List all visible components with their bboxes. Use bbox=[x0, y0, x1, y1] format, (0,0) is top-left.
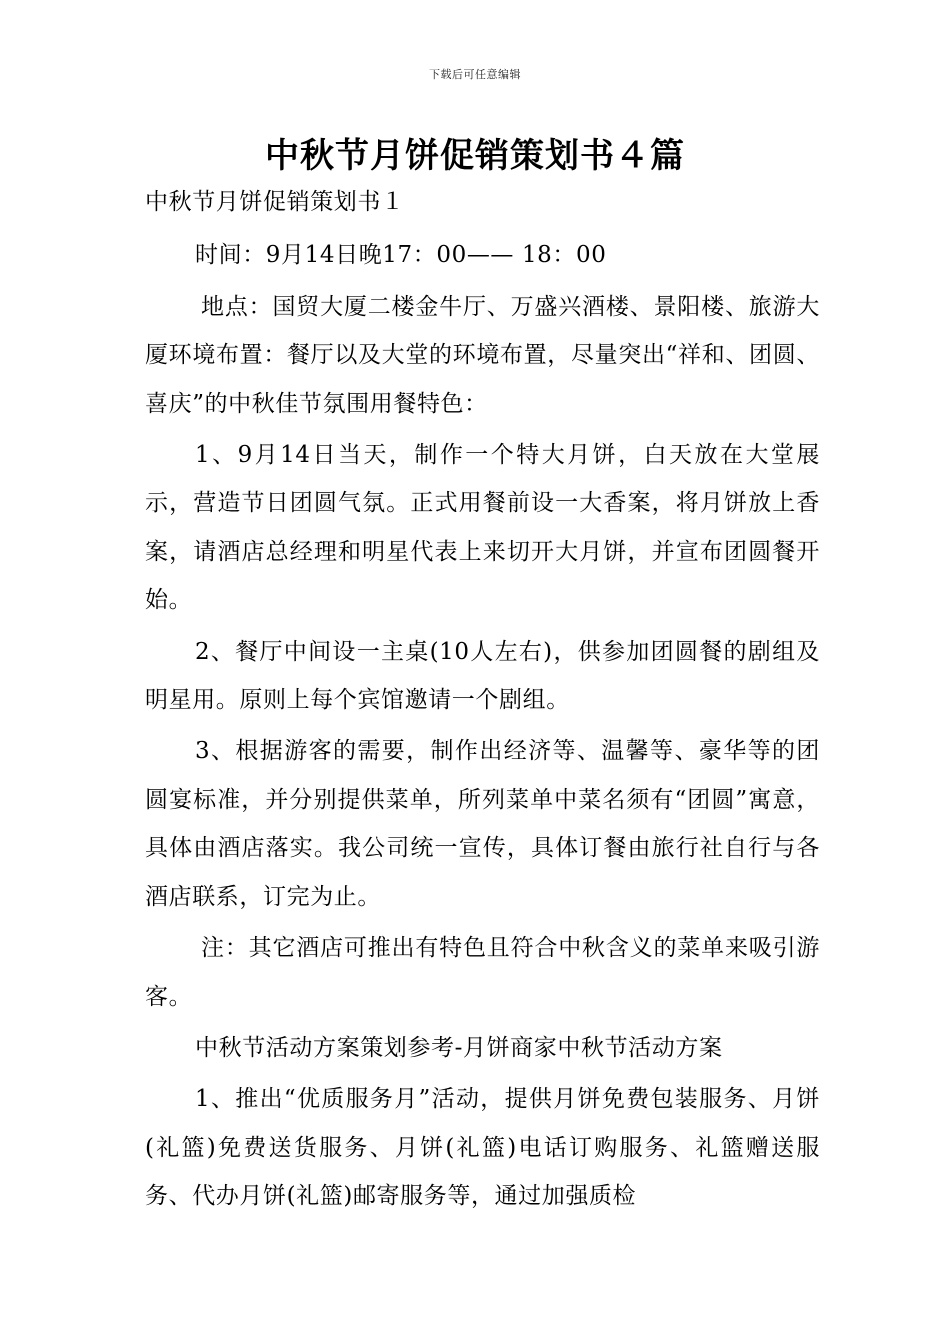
paragraph-subheading: 中秋节活动方案策划参考-月饼商家中秋节活动方案 bbox=[195, 1034, 723, 1061]
paragraph-note: 注：其它酒店可推出有特色且符合中秋含义的菜单来吸引游客。 bbox=[145, 935, 820, 1010]
paragraph-item-3: 3、根据游客的需要，制作出经济等、温馨等、豪华等的团圆宴标准，并分别提供菜单，所列菜单中菜名须有“团圆”寓意，具体由酒店落实。我公司统一宣传，具体订餐由旅行社自行与各酒店联系，订完为止。 bbox=[145, 738, 820, 910]
document-body bbox=[145, 178, 820, 1224]
document-title: 中秋节月饼促销策划书４篇 bbox=[265, 136, 685, 176]
paragraph-item-1: 1、9月14日当天，制作一个特大月饼，白天放在大堂展示，营造节日团圆气氛。正式用餐前设一大香案，将月饼放上香案，请酒店总经理和明星代表上来切开大月饼，并宣布团圆餐开始。 bbox=[145, 442, 820, 614]
section-heading: 中秋节月饼促销策划书１ bbox=[145, 189, 405, 215]
paragraph-time: 时间：9月14日晚17：00—— 18：00 bbox=[195, 242, 607, 269]
paragraph-location: 地点：国贸大厦二楼金牛厅、万盛兴酒楼、景阳楼、旅游大厦环境布置：餐厅以及大堂的环境布置，尽量突出“祥和、团圆、喜庆”的中秋佳节氛围用餐特色： bbox=[145, 293, 820, 417]
paragraph-item-2: 2、餐厅中间设一主桌(10人左右)，供参加团圆餐的剧组及明星用。原则上每个宾馆邀请一个剧组。 bbox=[145, 638, 820, 714]
header-note: 下载后可任意编辑 bbox=[429, 68, 521, 81]
paragraph-activity-1: 1、推出“优质服务月”活动，提供月饼免费包装服务、月饼(礼篮)免费送货服务、月饼(礼篮)电话订购服务、礼篮赠送服务、代办月饼(礼篮)邮寄服务等，通过加强质检 bbox=[145, 1086, 820, 1210]
